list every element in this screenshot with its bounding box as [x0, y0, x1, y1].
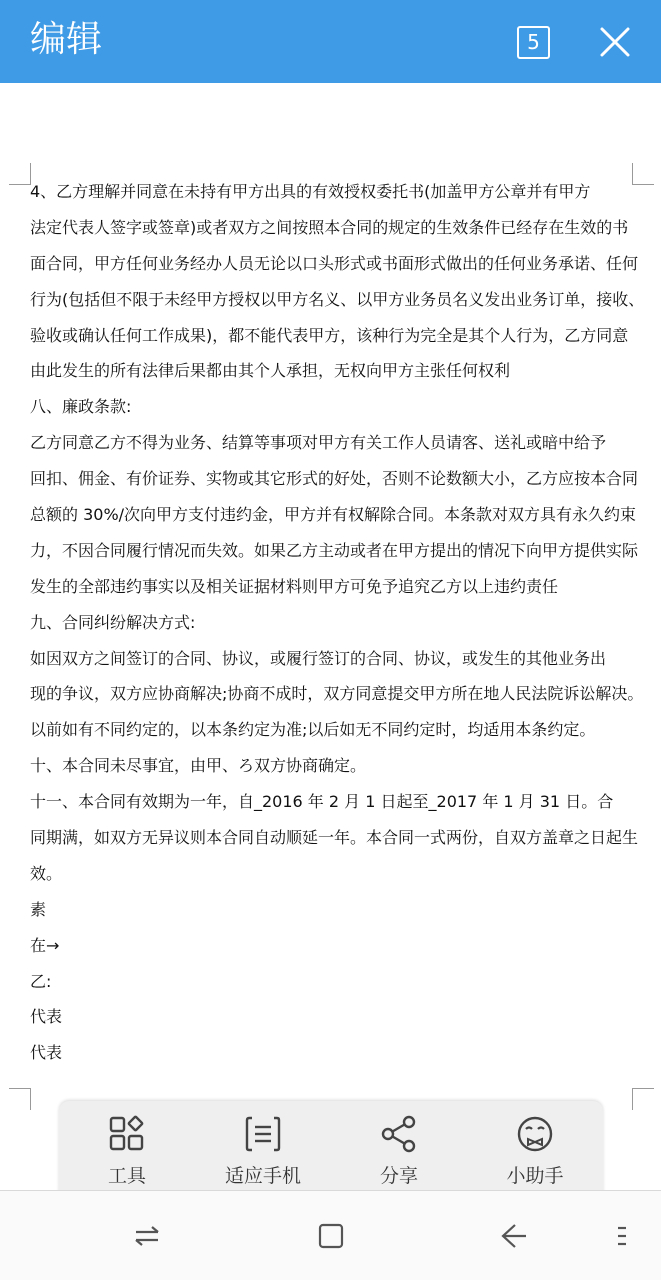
recent-apps-switch-icon[interactable]: [132, 1221, 162, 1251]
document-line: 效。: [30, 863, 63, 883]
back-icon[interactable]: [499, 1221, 529, 1251]
document-line: 乙:: [30, 971, 52, 991]
document-line: 回扣、佣金、有价证券、实物或其它形式的好处，否则不论数额大小，乙方应按本合同: [30, 469, 639, 489]
page-corner-top-left: [9, 163, 31, 185]
document-line: 以前如有不同约定的，以本条约定为准;以后如无不同约定时，均适用本条约定。: [30, 720, 596, 740]
system-navigation-bar: [0, 1190, 661, 1280]
page-corner-top-right: [632, 163, 654, 185]
document-line: 法定代表人签字或签章)或者双方之间按照本合同的规定的生效条件已经存在生效的书: [30, 217, 629, 237]
fit-phone-button[interactable]: [195, 1101, 331, 1196]
fit-phone-icon: [244, 1115, 282, 1153]
share-icon: [380, 1115, 418, 1153]
page-corner-bottom-left: [9, 1088, 31, 1110]
page-title: 编辑: [30, 19, 103, 60]
document-line: 在→: [30, 935, 60, 955]
share-label: 分享: [379, 1165, 418, 1187]
document-line: 由此发生的所有法律后果都由其个人承担，无权向甲方主张任何权利: [30, 361, 511, 381]
document-line: 力，不因合同履行情况而失效。如果乙方主动或者在甲方提出的情况下向甲方提供实际: [30, 540, 639, 560]
document-line: 同期满，如双方无异议则本合同自动顺延一年。本合同一式两份，自双方盖章之日起生: [30, 828, 639, 848]
document-text: [30, 179, 645, 1076]
document-line: 面合同，甲方任何业务经办人员无论以口头形式或书面形式做出的任何业务承诺、任何: [30, 253, 639, 273]
app-header: [0, 0, 661, 83]
tools-button[interactable]: [59, 1101, 195, 1196]
bottom-toolbar: [59, 1101, 603, 1196]
document-line: 现的争议，双方应协商解决;协商不成时，双方同意提交甲方所在地人民法院诉讼解决。: [30, 684, 644, 704]
document-line: 十一、本合同有效期为一年，自_2016 年 2 月 1 日起至_2017 年 1 月 31 日。合: [30, 792, 614, 812]
assistant-face-icon: [516, 1115, 554, 1153]
grid-apps-icon: [108, 1115, 146, 1153]
section-heading: 九、合同纠纷解决方式:: [30, 612, 196, 632]
document-line: 如因双方之间签订的合同、协议，或履行签订的合同、协议，或发生的其他业务出: [30, 648, 607, 668]
more-menu-icon[interactable]: [612, 1221, 632, 1251]
page-count-button[interactable]: 5: [517, 26, 550, 59]
close-icon[interactable]: [597, 24, 633, 60]
home-icon[interactable]: [316, 1221, 346, 1251]
tools-label: 工具: [107, 1165, 146, 1187]
document-line: 十、本合同未尽事宜，由甲、ろ双方协商确定。: [30, 756, 367, 776]
document-line: 行为(包括但不限于未经甲方授权以甲方名义、以甲方业务员名义发出业务订单，接收、: [30, 289, 645, 309]
page-corner-bottom-right: [632, 1088, 654, 1110]
document-viewer[interactable]: [0, 83, 661, 1190]
share-button[interactable]: [331, 1101, 467, 1196]
document-line: 发生的全部违约事实以及相关证据材料则甲方可免予追究乙方以上违约责任: [30, 576, 559, 596]
document-line: 素: [30, 899, 47, 919]
document-line: 总额的 30%/次向甲方支付违约金，甲方并有权解除合同。本条款对双方具有永久约束: [30, 505, 637, 525]
assistant-button[interactable]: [467, 1101, 603, 1196]
document-line: 验收或确认任何工作成果)，都不能代表甲方，该种行为完全是其个人行为，乙方同意: [30, 325, 629, 345]
assistant-label: 小助手: [506, 1165, 564, 1187]
document-line: 乙方同意乙方不得为业务、结算等事项对甲方有关工作人员请客、送礼或暗中给予: [30, 433, 607, 453]
section-heading: 八、廉政条款:: [30, 397, 132, 417]
document-line: 代表: [30, 1007, 63, 1027]
fit-phone-label: 适应手机: [224, 1165, 301, 1187]
document-line: 代表: [30, 1043, 63, 1063]
document-line: 4、乙方理解并同意在未持有甲方出具的有效授权委托书(加盖甲方公章并有甲方: [30, 182, 591, 201]
